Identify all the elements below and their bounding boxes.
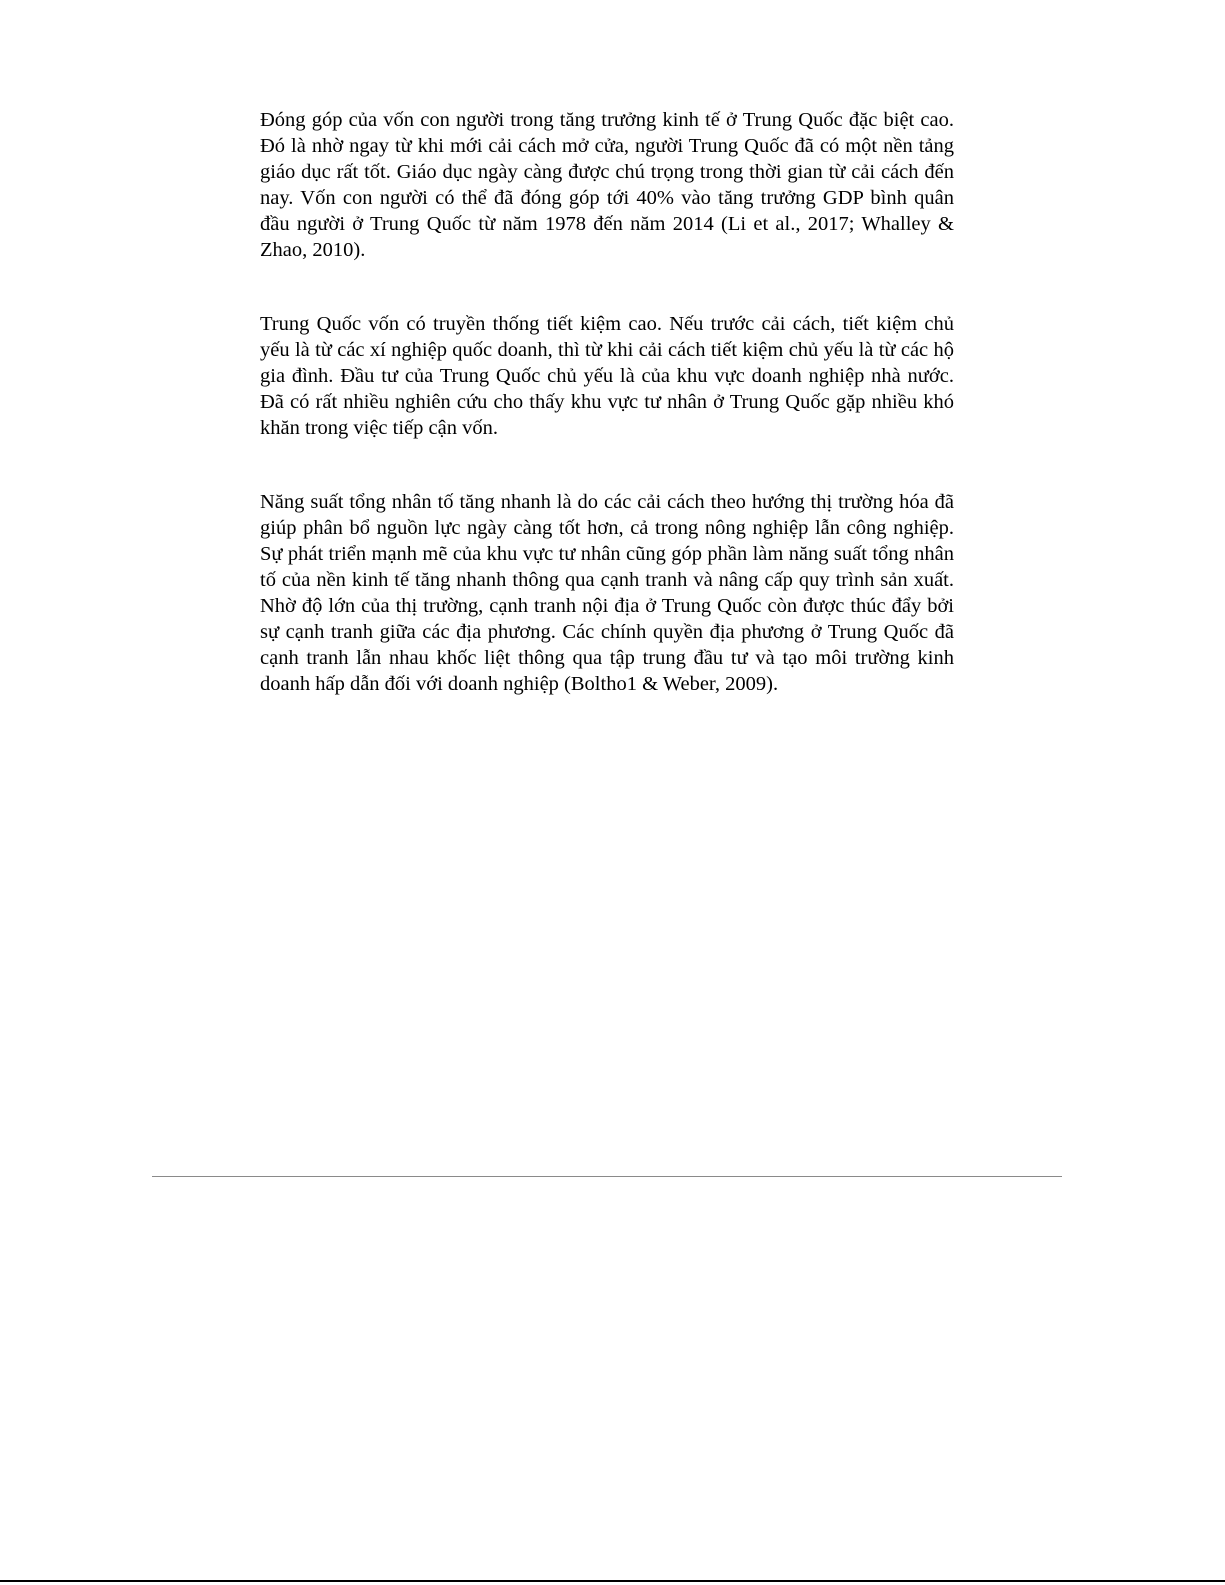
paragraph-savings-investment: Trung Quốc vốn có truyền thống tiết kiệm cao. Nếu trước cải cách, tiết kiệm chủ yếu là từ các xí nghiệp quốc doanh, thì từ khi cải cách tiết kiệm chủ yếu là từ các hộ gia đình. Đầu tư của Trung Quốc chủ yếu là của khu vực doanh nghiệp nhà nước. Đã có rất nhiều nghiên cứu cho thấy khu vực tư nhân ở Trung Quốc gặp nhiều khó khăn trong việc tiếp cận vốn. <box>260 313 954 439</box>
paragraph-total-factor-productivity: Năng suất tổng nhân tố tăng nhanh là do các cải cách theo hướng thị trường hóa đã giúp phân bổ nguồn lực ngày càng tốt hơn, cả trong nông nghiệp lẫn công nghiệp. Sự phát triển mạnh mẽ của khu vực tư nhân cũng góp phần làm năng suất tổng nhân tố của nền kinh tế tăng nhanh thông qua cạnh tranh và nâng cấp quy trình sản xuất. Nhờ độ lớn của thị trường, cạnh tranh nội địa ở Trung Quốc còn được thúc đẩy bởi sự cạnh tranh giữa các địa phương. Các chính quyền địa phương ở Trung Quốc đã cạnh tranh lẫn nhau khốc liệt thông qua tập trung đầu tư và tạo môi trường kinh doanh hấp dẫn đối với doanh nghiệp (Boltho1 & Weber, 2009). <box>260 491 954 695</box>
paragraph-human-capital: Đóng góp của vốn con người trong tăng trưởng kinh tế ở Trung Quốc đặc biệt cao. Đó là nhờ ngay từ khi mới cải cách mở cửa, người Trung Quốc đã có một nền tảng giáo dục rất tốt. Giáo dục ngày càng được chú trọng trong thời gian từ cải cách đến nay. Vốn con người có thể đã đóng góp tới 40% vào tăng trưởng GDP bình quân đầu người ở Trung Quốc từ năm 1978 đến năm 2014 (Li et al., 2017; Whalley & Zhao, 2010). <box>260 109 954 261</box>
page-bottom-border <box>0 1580 1225 1582</box>
footnote-separator-line <box>152 1176 1062 1177</box>
